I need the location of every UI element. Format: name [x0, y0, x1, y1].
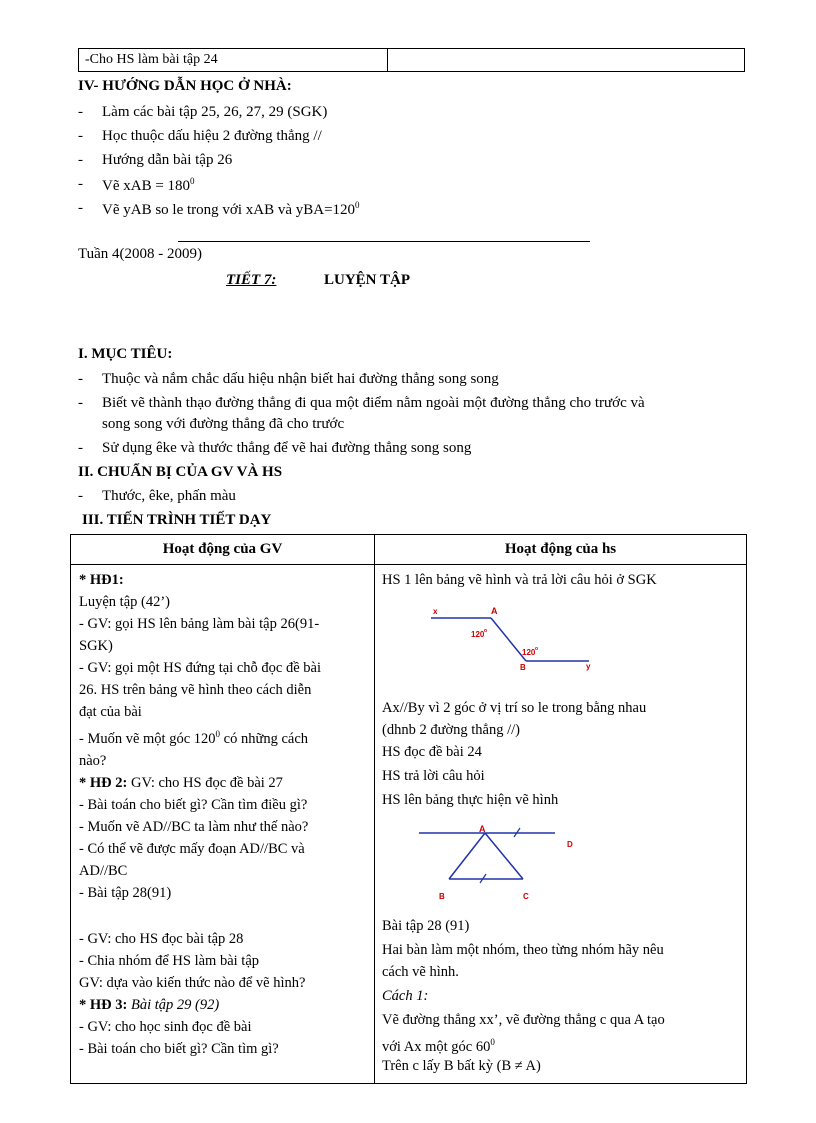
progress-heading: III. TIẾN TRÌNH TIẾT DẠY: [82, 512, 272, 528]
hs-line: Trên c lấy B bất kỳ (B ≠ A): [382, 1058, 541, 1074]
gv-text: - Muốn vẽ một góc 120: [79, 730, 216, 747]
homework-item: Hướng dẫn bài tập 26: [102, 152, 233, 168]
gv-line: nào?: [79, 752, 107, 769]
label-b: B: [439, 892, 445, 901]
table-divider: [374, 535, 375, 1083]
activity-table: [70, 534, 747, 1084]
degree-sup: 0: [490, 1037, 495, 1047]
gv-column: [79, 569, 367, 1060]
top-table: [78, 48, 745, 72]
gv-line: - GV: gọi HS lên bảng làm bài tập 26(91-: [79, 616, 320, 632]
gv-text: GV: cho HS đọc đề bài 27: [127, 774, 283, 791]
hs-line: HS 1 lên bảng vẽ hình và trả lời câu hỏi ở SGK: [382, 572, 657, 588]
gv-hd1: * HĐ1:: [79, 572, 124, 588]
lesson-title: LUYỆN TẬP: [324, 272, 410, 288]
gv-spacer: [79, 904, 367, 928]
gv-hd2: * HĐ 2:: [79, 774, 128, 791]
bullet-dash: -: [78, 176, 83, 192]
header-hs: Hoạt động của hs: [504, 541, 617, 557]
hs-line: HS đọc đề bài 24: [382, 744, 482, 760]
objective-item: Sử dụng êke và thước thẳng để vẽ hai đường thẳng song song: [102, 440, 472, 456]
gv-line: - Bài tập 28(91): [79, 884, 172, 901]
gv-line: - Bài toán cho biết gì? Cần tìm điều gì?: [79, 796, 308, 813]
gv-text: Bài tập 29 (92): [127, 996, 220, 1013]
gv-line: 26. HS trên bảng vẽ hình theo cách diễn: [79, 682, 312, 698]
gv-line: GV: dựa vào kiến thức nào để vẽ hình?: [79, 974, 306, 991]
parallel-lines-figure: [421, 603, 601, 671]
bullet-dash: -: [78, 152, 83, 168]
gv-line: - Bài toán cho biết gì? Cần tìm gì?: [79, 1040, 279, 1057]
bullet-dash: -: [78, 128, 83, 144]
gv-line: - GV: cho HS đọc bài tập 28: [79, 930, 244, 947]
week-label: Tuần 4(2008 - 2009): [78, 246, 203, 262]
bullet-dash: -: [78, 440, 83, 456]
gv-line: Luyện tập (42’): [79, 594, 170, 610]
gv-line: - Muốn vẽ AD//BC ta làm như thế nào?: [79, 818, 309, 835]
gv-line: - GV: cho học sinh đọc đề bài: [79, 1018, 252, 1035]
preparation-item: Thước, êke, phấn màu: [102, 488, 236, 504]
hs-line: HS lên bảng thực hiện vẽ hình: [382, 792, 559, 808]
gv-line: - Chia nhóm để HS làm bài tập: [79, 952, 260, 969]
label-a: A: [491, 606, 498, 616]
angle-degree-a: o: [484, 628, 488, 634]
label-c: C: [523, 892, 529, 901]
objectives-heading: I. MỤC TIÊU:: [78, 346, 173, 362]
bullet-dash: -: [78, 395, 83, 411]
homework-item: Làm các bài tập 25, 26, 27, 29 (SGK): [102, 104, 328, 120]
hs-line: Bài tập 28 (91): [382, 918, 470, 934]
gv-line: SGK): [79, 638, 113, 654]
side-ac: [485, 833, 523, 879]
gv-line: [79, 772, 367, 794]
hs-line: Cách 1:: [382, 988, 429, 1004]
degree-sup: 0: [215, 729, 221, 739]
hs-line: [382, 1031, 738, 1058]
segment-ab: [491, 618, 526, 661]
gv-line: - Có thể vẽ được mấy đoạn AD//BC và: [79, 840, 305, 857]
bullet-dash: -: [78, 488, 83, 504]
hs-line: HS trả lời câu hỏi: [382, 768, 485, 784]
label-b: B: [520, 663, 526, 671]
gv-text: có những cách: [220, 730, 309, 747]
objective-item: Biết vẽ thành thạo đường thẳng đi qua một điểm nằm ngoài một đường thẳng cho trước và: [102, 395, 645, 411]
top-table-right-cell: [388, 49, 745, 72]
angle-degree-b: o: [535, 646, 539, 652]
label-x: x: [433, 607, 438, 616]
bullet-dash: -: [78, 200, 83, 216]
homework-item: [102, 200, 360, 219]
gv-line: đạt của bài: [79, 704, 142, 720]
degree-sup: 0: [355, 200, 360, 210]
homework-item: [102, 176, 195, 195]
bullet-dash: -: [78, 371, 83, 387]
hs-line: (dhnb 2 đường thẳng //): [382, 722, 520, 738]
angle-label-b: 120: [522, 648, 536, 657]
preparation-heading: II. CHUẨN BỊ CỦA GV VÀ HS: [78, 464, 283, 480]
homework-heading: IV- HƯỚNG DẪN HỌC Ở NHÀ:: [78, 78, 292, 94]
homework-item-text: Vẽ yAB so le trong với xAB và yBA=120: [102, 202, 356, 218]
label-a: A: [479, 824, 486, 834]
hs-line: cách vẽ hình.: [382, 964, 459, 980]
lesson-label: TIẾT 7:: [226, 272, 277, 288]
separator-line: [178, 241, 590, 242]
hs-line: Vẽ đường thẳng xx’, vẽ đường thẳng c qua A tạo: [382, 1012, 665, 1028]
table-header-rule: [71, 564, 746, 565]
gv-line: [79, 723, 367, 750]
homework-item: Học thuộc dấu hiệu 2 đường thẳng //: [102, 128, 322, 144]
objective-item-continued: song song với đường thẳng đã cho trước: [102, 416, 345, 432]
label-d: D: [567, 840, 573, 849]
gv-line: AD//BC: [79, 862, 128, 879]
degree-sup: 0: [190, 176, 195, 186]
homework-item-text: Vẽ xAB = 180: [102, 178, 191, 194]
label-y: y: [586, 662, 591, 671]
gv-hd3: * HĐ 3:: [79, 996, 128, 1013]
gv-line: [79, 994, 367, 1016]
objective-item: Thuộc và nắm chắc dấu hiệu nhận biết hai đường thẳng song song: [102, 371, 499, 387]
hs-text: với Ax một góc 60: [382, 1038, 491, 1055]
top-table-left-cell: -Cho HS làm bài tập 24: [79, 49, 388, 72]
side-ab: [449, 833, 485, 879]
triangle-figure: [411, 821, 591, 905]
angle-label-a: 120: [471, 630, 485, 639]
header-gv: Hoạt động của GV: [162, 541, 283, 557]
hs-line: Hai bàn làm một nhóm, theo từng nhóm hãy nêu: [382, 942, 664, 958]
gv-line: - GV: gọi một HS đứng tại chỗ đọc đề bài: [79, 660, 321, 676]
hs-line: Ax//By vì 2 góc ở vị trí so le trong bằng nhau: [382, 700, 647, 716]
bullet-dash: -: [78, 104, 83, 120]
